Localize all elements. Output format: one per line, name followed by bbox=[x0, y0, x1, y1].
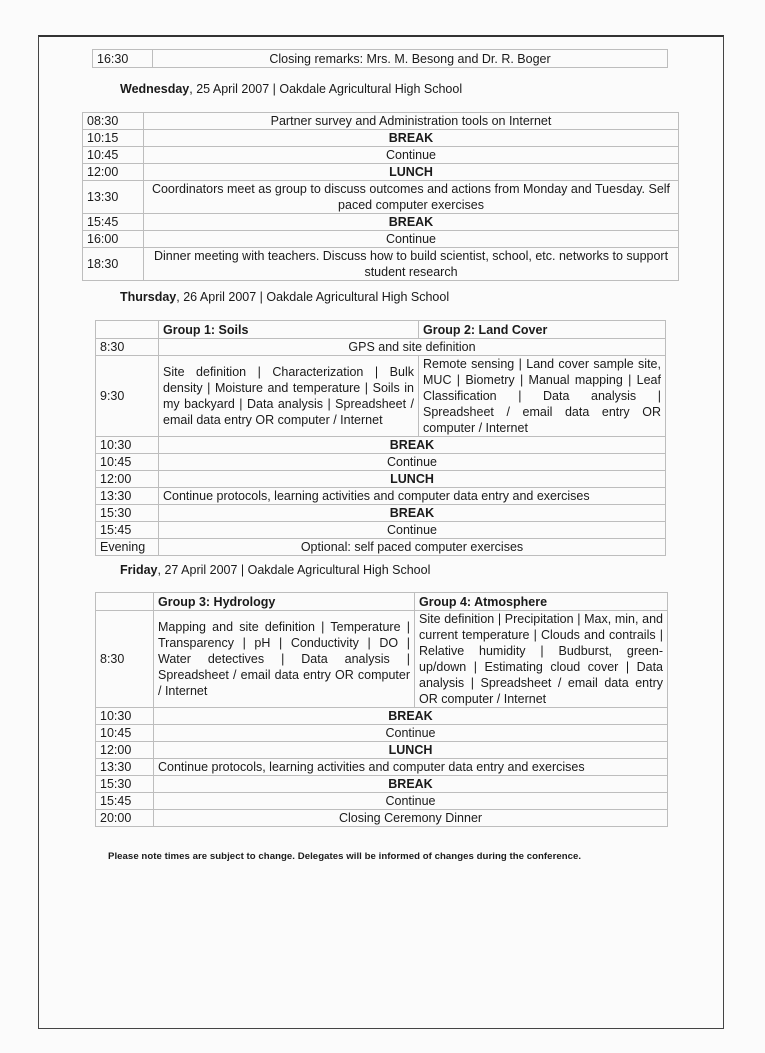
time-cell: 15:30 bbox=[96, 776, 154, 793]
time-cell: 13:30 bbox=[96, 759, 154, 776]
day-details: , 26 April 2007 | Oakdale Agricultural High School bbox=[176, 290, 450, 304]
day-details: , 27 April 2007 | Oakdale Agricultural High School bbox=[157, 563, 431, 577]
event-cell: Continue protocols, learning activities and computer data entry and exercises bbox=[159, 488, 666, 505]
column-header: Group 2: Land Cover bbox=[419, 321, 666, 339]
table-header-row bbox=[96, 321, 666, 339]
group-b-activities-cell: Remote sensing | Land cover sample site, MUC | Biometry | Manual mapping | Leaf Classification | Data analysis | Spreadsheet / email data entry OR computer / Internet bbox=[419, 356, 666, 437]
day-name: Thursday bbox=[120, 290, 177, 304]
event-cell: LUNCH bbox=[154, 742, 668, 759]
time-cell: 10:30 bbox=[96, 437, 159, 454]
event-cell: BREAK bbox=[159, 437, 666, 454]
time-cell: 12:00 bbox=[96, 742, 154, 759]
table-row bbox=[96, 611, 668, 708]
day-name: Wednesday bbox=[120, 82, 190, 96]
table-row bbox=[96, 356, 666, 437]
group-b-activities-cell: Site definition | Precipitation | Max, min, and current temperature | Clouds and contrails | Relative humidity | Budburst, green-up/down | Estimating cloud cover | Data analysis | Spreadsheet / email data entry OR computer / Internet bbox=[415, 611, 668, 708]
event-cell: Continue bbox=[144, 231, 679, 248]
wednesday-schedule-table bbox=[82, 112, 679, 281]
time-cell: 16:00 bbox=[83, 231, 144, 248]
table-row bbox=[83, 147, 679, 164]
event-cell: Continue bbox=[159, 454, 666, 471]
table-row bbox=[96, 488, 666, 505]
table-row bbox=[96, 742, 668, 759]
table-row bbox=[83, 113, 679, 130]
column-header bbox=[96, 321, 159, 339]
event-cell: BREAK bbox=[144, 214, 679, 231]
table-row bbox=[96, 725, 668, 742]
time-cell: 10:45 bbox=[83, 147, 144, 164]
table-row bbox=[83, 214, 679, 231]
time-cell: 13:30 bbox=[96, 488, 159, 505]
event-cell: BREAK bbox=[144, 130, 679, 147]
event-cell: Continue bbox=[154, 725, 668, 742]
group-a-activities-cell: Mapping and site definition | Temperature | Transparency | pH | Conductivity | DO | Water detectives | Data analysis | Spreadsheet / email data entry OR computer / Internet bbox=[154, 611, 415, 708]
time-cell: 20:00 bbox=[96, 810, 154, 827]
thursday-schedule-table bbox=[95, 320, 666, 556]
table-row bbox=[83, 130, 679, 147]
event-cell: Continue bbox=[159, 522, 666, 539]
column-header bbox=[96, 593, 154, 611]
event-cell: Partner survey and Administration tools on Internet bbox=[144, 113, 679, 130]
time-cell: 15:30 bbox=[96, 505, 159, 522]
event-cell: Optional: self paced computer exercises bbox=[159, 539, 666, 556]
table-row bbox=[96, 810, 668, 827]
table-header-row bbox=[96, 593, 668, 611]
table-row bbox=[96, 454, 666, 471]
table-row bbox=[83, 164, 679, 181]
wednesday-heading bbox=[120, 82, 462, 96]
event-cell: BREAK bbox=[159, 505, 666, 522]
time-cell: 8:30 bbox=[96, 339, 159, 356]
table-row bbox=[96, 471, 666, 488]
column-header: Group 4: Atmosphere bbox=[415, 593, 668, 611]
event-cell: Closing Ceremony Dinner bbox=[154, 810, 668, 827]
event-cell: Continue bbox=[144, 147, 679, 164]
time-cell: 15:45 bbox=[83, 214, 144, 231]
event-cell: Closing remarks: Mrs. M. Besong and Dr. R. Boger bbox=[153, 50, 668, 68]
table-row bbox=[83, 181, 679, 214]
event-cell: BREAK bbox=[154, 708, 668, 725]
time-cell: 18:30 bbox=[83, 248, 144, 281]
day-name: Friday bbox=[120, 563, 158, 577]
time-cell: 12:00 bbox=[83, 164, 144, 181]
thursday-heading bbox=[120, 290, 449, 304]
column-header: Group 3: Hydrology bbox=[154, 593, 415, 611]
group-a-activities-cell: Site definition | Characterization | Bulk density | Moisture and temperature | Soils in my backyard | Data analysis | Spreadsheet / email data entry OR computer / Internet bbox=[159, 356, 419, 437]
day-details: , 25 April 2007 | Oakdale Agricultural High School bbox=[189, 82, 463, 96]
friday-heading bbox=[120, 563, 430, 577]
table-row bbox=[96, 505, 666, 522]
time-cell: 12:00 bbox=[96, 471, 159, 488]
event-cell: BREAK bbox=[154, 776, 668, 793]
table-row bbox=[96, 539, 666, 556]
time-cell: 15:45 bbox=[96, 522, 159, 539]
event-cell: Dinner meeting with teachers. Discuss how to build scientist, school, etc. networks to support student research bbox=[144, 248, 679, 281]
time-cell: 10:45 bbox=[96, 454, 159, 471]
time-cell: 10:30 bbox=[96, 708, 154, 725]
time-cell: 15:45 bbox=[96, 793, 154, 810]
time-cell: 8:30 bbox=[96, 611, 154, 708]
time-cell: 08:30 bbox=[83, 113, 144, 130]
time-cell: 16:30 bbox=[93, 50, 153, 68]
time-cell: 13:30 bbox=[83, 181, 144, 214]
table-row bbox=[96, 776, 668, 793]
event-cell: Continue bbox=[154, 793, 668, 810]
event-cell: Continue protocols, learning activities and computer data entry and exercises bbox=[154, 759, 668, 776]
time-cell: Evening bbox=[96, 539, 159, 556]
table-row bbox=[96, 339, 666, 356]
table-row bbox=[93, 50, 668, 68]
schedule-note: Please note times are subject to change. Delegates will be informed of changes during the conference. bbox=[108, 851, 582, 862]
column-header: Group 1: Soils bbox=[159, 321, 419, 339]
event-cell: LUNCH bbox=[159, 471, 666, 488]
table-row bbox=[96, 522, 666, 539]
event-cell: LUNCH bbox=[144, 164, 679, 181]
table-row bbox=[96, 708, 668, 725]
table-row bbox=[96, 437, 666, 454]
time-cell: 9:30 bbox=[96, 356, 159, 437]
friday-schedule-table bbox=[95, 592, 668, 827]
table-row bbox=[96, 759, 668, 776]
time-cell: 10:15 bbox=[83, 130, 144, 147]
table-row bbox=[96, 793, 668, 810]
time-cell: 10:45 bbox=[96, 725, 154, 742]
tuesday-closing-table bbox=[92, 49, 668, 68]
table-row bbox=[83, 231, 679, 248]
event-cell: GPS and site definition bbox=[159, 339, 666, 356]
event-cell: Coordinators meet as group to discuss outcomes and actions from Monday and Tuesday. Self paced computer exercises bbox=[144, 181, 679, 214]
table-row bbox=[83, 248, 679, 281]
